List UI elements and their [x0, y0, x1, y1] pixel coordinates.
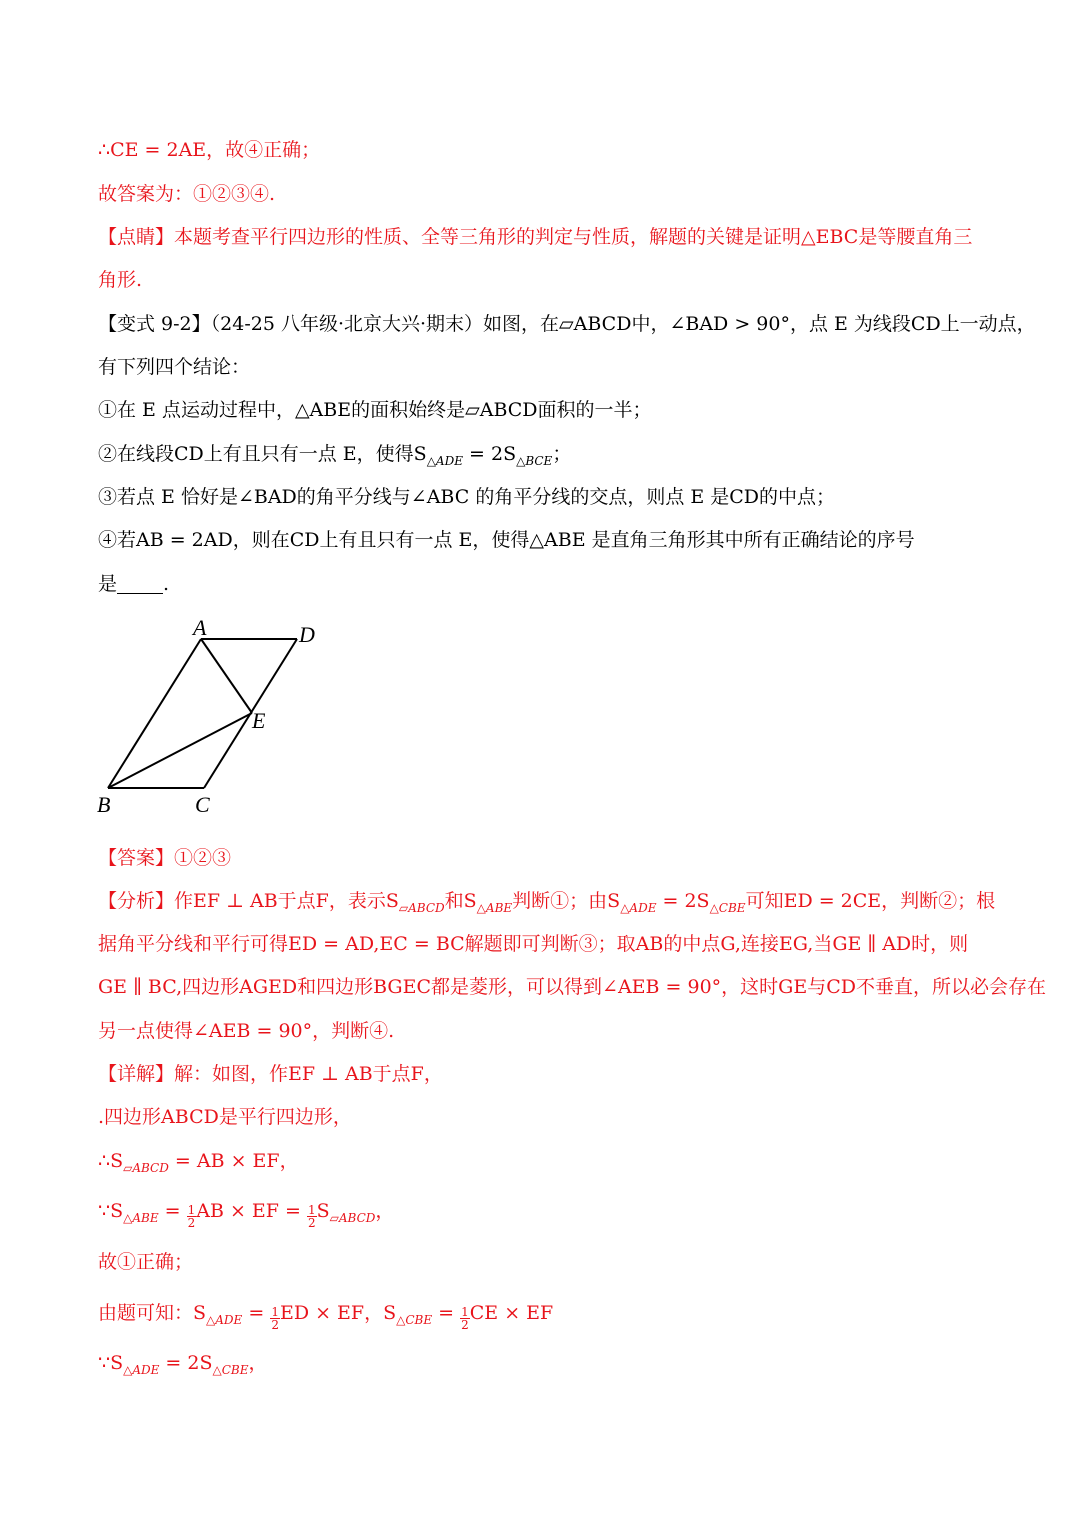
analysis-line-1: 【分析】作EF ⊥ AB于点F，表示$S_{▱ABCD}$和$S_{\triangle ABE}$判断①；由$S_{\triangle ADE} = 2S_{\triangle CBE}$可知ED = 2CE，判断②；根	[98, 890, 996, 915]
segment-ae	[201, 639, 252, 713]
detail-line-2: .四边形ABCD是平行四边形，	[98, 1106, 352, 1128]
detail-line-7: $\because S_{\triangle ADE} = 2S_{\triangle CBE}$，	[98, 1352, 268, 1377]
conclusion-3: ③若点 E 恰好是∠BAD的角平分线与∠ABC 的角平分线的交点，则点 E 是CD的中点；	[98, 486, 836, 508]
answer-blank	[117, 575, 163, 594]
detail-line-4: $\because S_{\triangle ABE}$ = $\frac{1}{2}$ AB × EF = $\frac{1}{2}$ $S_{▱ABCD}$，	[98, 1200, 395, 1230]
conclusion-2: ②在线段CD上有且只有一点 E，使得$S_{\triangle ADE} = 2S_{\triangle BCE}$；	[98, 443, 572, 468]
line-dianjing: 【点睛】本题考查平行四边形的性质、全等三角形的判定与性质，解题的关键是证明△EBC是等腰直角三	[98, 226, 973, 248]
fraction-half: $\frac{1}{2}$	[307, 1203, 316, 1230]
line-dianjing-cont: 角形.	[98, 269, 143, 291]
line-ce-2ae: ∴CE = 2AE，故④正确；	[98, 139, 321, 161]
problem-intro: 有下列四个结论：	[98, 356, 251, 378]
label-c: C	[195, 792, 210, 817]
fraction-half: $\frac{1}{2}$	[461, 1305, 469, 1332]
fraction-half: $\frac{1}{2}$	[187, 1203, 196, 1230]
answer-line: 【答案】①②③	[98, 847, 232, 869]
edge-ab	[108, 639, 201, 788]
conclusion-1: ①在 E 点运动过程中，△ABE的面积始终是▱ABCD面积的一半；	[98, 399, 652, 421]
detail-line-5: 故①正确；	[98, 1251, 194, 1273]
parallelogram-figure	[88, 610, 338, 825]
line-answer-prev: 故答案为：①②③④.	[98, 183, 276, 205]
analysis-line-2: 据角平分线和平行可得ED = AD,EC = BC解题即可判断③；取AB的中点G,连接EG,当GE ∥ AD时，则	[98, 933, 969, 955]
analysis-line-3: GE ∥ BC,四边形AGED和四边形BGEC都是菱形，可以得到∠AEB = 90°，这时GE与CD不垂直，所以必会存在	[98, 976, 1046, 998]
detail-line-1: 【详解】解：如图，作EF ⊥ AB于点F，	[98, 1063, 443, 1085]
label-b: B	[97, 792, 111, 817]
detail-line-6: 由题可知：$S_{\triangle ADE}$ = $\frac{1}{2}$ ED × EF，$S_{\triangle CBE}$ = $\frac{1}{2}$ CE × EF	[98, 1302, 554, 1332]
fraction-half: $\frac{1}{2}$	[271, 1305, 279, 1332]
answer-blank-line: 是 .	[98, 573, 170, 595]
analysis-line-4: 另一点使得∠AEB = 90°，判断④.	[98, 1020, 395, 1042]
segment-be	[108, 713, 252, 788]
conclusion-4: ④若AB = 2AD，则在CD上有且只有一点 E，使得△ABE 是直角三角形其中所有正确结论的序号	[98, 529, 915, 551]
detail-line-3: $\therefore S_{▱ABCD}$ = AB × EF，	[98, 1150, 299, 1175]
label-d: D	[299, 622, 315, 647]
problem-header: 【变式 9-2】（24-25 八年级·北京大兴·期末）如图，在▱ABCD中，∠BAD > 90°，点 E 为线段CD上一动点，	[98, 313, 1036, 335]
label-a: A	[193, 615, 207, 640]
label-e: E	[252, 708, 266, 733]
